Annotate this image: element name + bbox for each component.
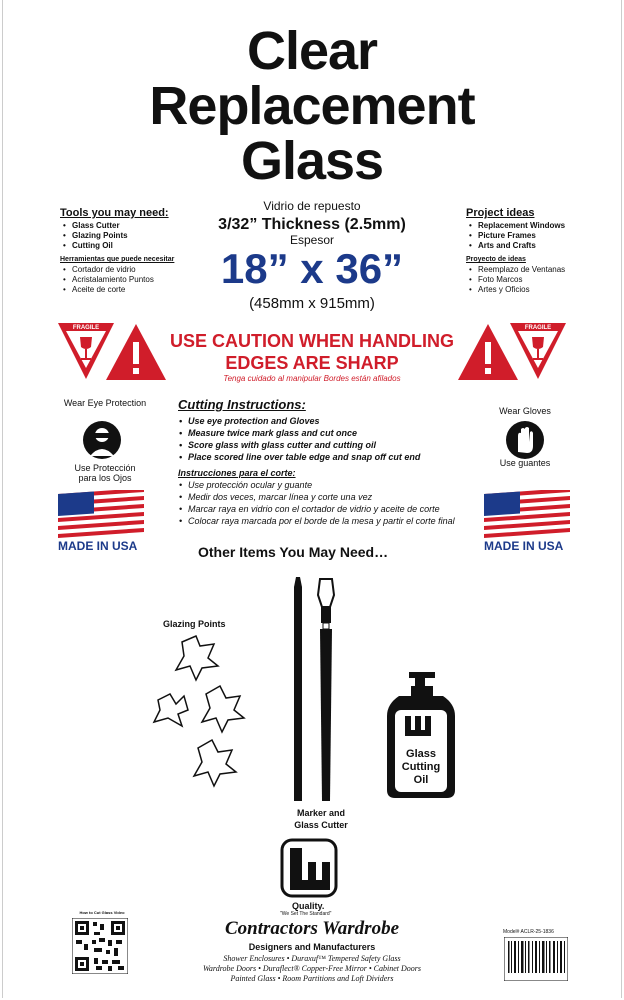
projects-item-spanish: • Artes y Oficios <box>478 285 596 295</box>
brand-products-3: Painted Glass • Room Partitions and Loft Dividers <box>230 974 394 983</box>
brand-products-1: Shower Enclosures • Duraxuf™ Tempered Safety Glass <box>223 954 401 963</box>
glazing-points-icon <box>148 630 258 790</box>
gloves-icon <box>505 420 545 460</box>
caution-spanish: Tenga cuidado al manipular Bordes están afilados <box>223 374 401 383</box>
qr-code-icon <box>72 918 128 974</box>
title-line-2: Replacement <box>149 76 475 136</box>
tools-item: • Glass Cutter <box>72 221 190 231</box>
cutting-step-spanish: • Medir dos veces, marcar línea y corte una vez <box>188 491 468 503</box>
thickness: 3/32” Thickness (2.5mm) <box>218 216 406 233</box>
glass-size-mm: (458mm x 915mm) <box>249 295 375 312</box>
cutting-heading: Cutting Instructions: <box>178 397 306 412</box>
cutting-step-spanish: • Colocar raya marcada por el borde de la mesa y partir el corte final <box>188 515 468 527</box>
tools-item-spanish: • Cortador de vidrio <box>72 265 190 275</box>
oil-label-line-2: Cutting <box>401 761 441 773</box>
projects-item-spanish: • Foto Marcos <box>478 275 596 285</box>
title-line-3: Glass <box>240 131 384 191</box>
projects-heading: Project ideas <box>466 207 535 219</box>
model-number: Model# ACLR-25-1836 <box>503 929 554 935</box>
tools-section <box>60 207 190 295</box>
tools-item-spanish: • Aceite de corte <box>72 285 190 295</box>
cutting-step-spanish: • Marcar raya en vidrio con el cortador de vidrio y aceite de corte <box>188 503 468 515</box>
cutting-step: • Score glass with glass cutter and cutting oil <box>188 439 468 451</box>
oil-label-line-3: Oil <box>413 774 429 786</box>
marker-label-line-1: Marker and <box>296 808 346 818</box>
gloves-label: Wear Gloves <box>499 406 551 416</box>
marker-label-line-2: Glass Cutter <box>294 820 348 830</box>
eye-protection-spanish-2: para los Ojos <box>78 473 132 483</box>
tools-item: • Cutting Oil <box>72 241 190 251</box>
tools-heading: Tools you may need: <box>60 207 169 219</box>
brand-subtitle: Designers and Manufacturers <box>248 942 376 952</box>
thickness-spanish: Espesor <box>289 233 335 247</box>
brand-name: Contractors Wardrobe <box>224 918 400 939</box>
barcode-icon <box>504 937 568 981</box>
cutting-step: • Use eye protection and Gloves <box>188 415 468 427</box>
cutting-step: • Measure twice mark glass and cut once <box>188 427 468 439</box>
us-flag-icon <box>58 490 144 538</box>
tools-heading-spanish: Herramientas que puede necesitar <box>60 256 175 263</box>
projects-section <box>466 207 596 295</box>
cutting-step: • Place scored line over table edge and snap off cut end <box>188 451 468 463</box>
brand-quality: Quality. <box>292 901 325 911</box>
brand-tagline: "We Set The Standard" <box>280 911 332 917</box>
qr-label: How to Cut Glass Video <box>79 910 125 915</box>
glazing-points-label: Glazing Points <box>163 619 226 629</box>
fragile-label: FRAGILE <box>72 325 100 331</box>
cutting-instructions <box>178 397 468 527</box>
projects-item: • Picture Frames <box>478 231 596 241</box>
eye-protection-icon <box>82 420 122 460</box>
projects-heading-spanish: Proyecto de ideas <box>466 256 526 263</box>
us-flag-icon <box>484 490 570 538</box>
tools-item-spanish: • Acristalamiento Puntos <box>72 275 190 285</box>
cutting-heading-spanish: Instrucciones para el corte: <box>178 468 296 478</box>
caution-line-1: USE CAUTION WHEN HANDLING <box>170 331 454 351</box>
title-line-1: Clear <box>246 21 378 81</box>
oil-label-line-1: Glass <box>406 748 436 760</box>
marker-and-cutter-icon <box>284 573 348 805</box>
brand-products-2: Wardrobe Doors • Duraflect® Copper-Free Mirror • Cabinet Doors <box>202 964 422 973</box>
caution-line-2: EDGES ARE SHARP <box>225 353 399 373</box>
eye-protection-spanish-1: Use Protección <box>74 463 136 473</box>
fragile-label: FRAGILE <box>524 325 552 331</box>
other-items-heading: Other Items You May Need… <box>198 544 389 560</box>
title-spanish: Vidrio de repuesto <box>263 199 361 213</box>
eye-protection-label: Wear Eye Protection <box>63 398 147 408</box>
projects-item-spanish: • Reemplazo de Ventanas <box>478 265 596 275</box>
projects-item: • Arts and Crafts <box>478 241 596 251</box>
glass-size: 18” x 36” <box>220 245 404 292</box>
tools-item: • Glazing Points <box>72 231 190 241</box>
projects-item: • Replacement Windows <box>478 221 596 231</box>
gloves-spanish: Use guantes <box>499 458 551 468</box>
made-in-usa-left: MADE IN USA <box>58 539 138 553</box>
cw-logo-icon <box>280 838 344 900</box>
made-in-usa-right: MADE IN USA <box>484 539 564 553</box>
cutting-step-spanish: • Use protección ocular y guante <box>188 479 468 491</box>
